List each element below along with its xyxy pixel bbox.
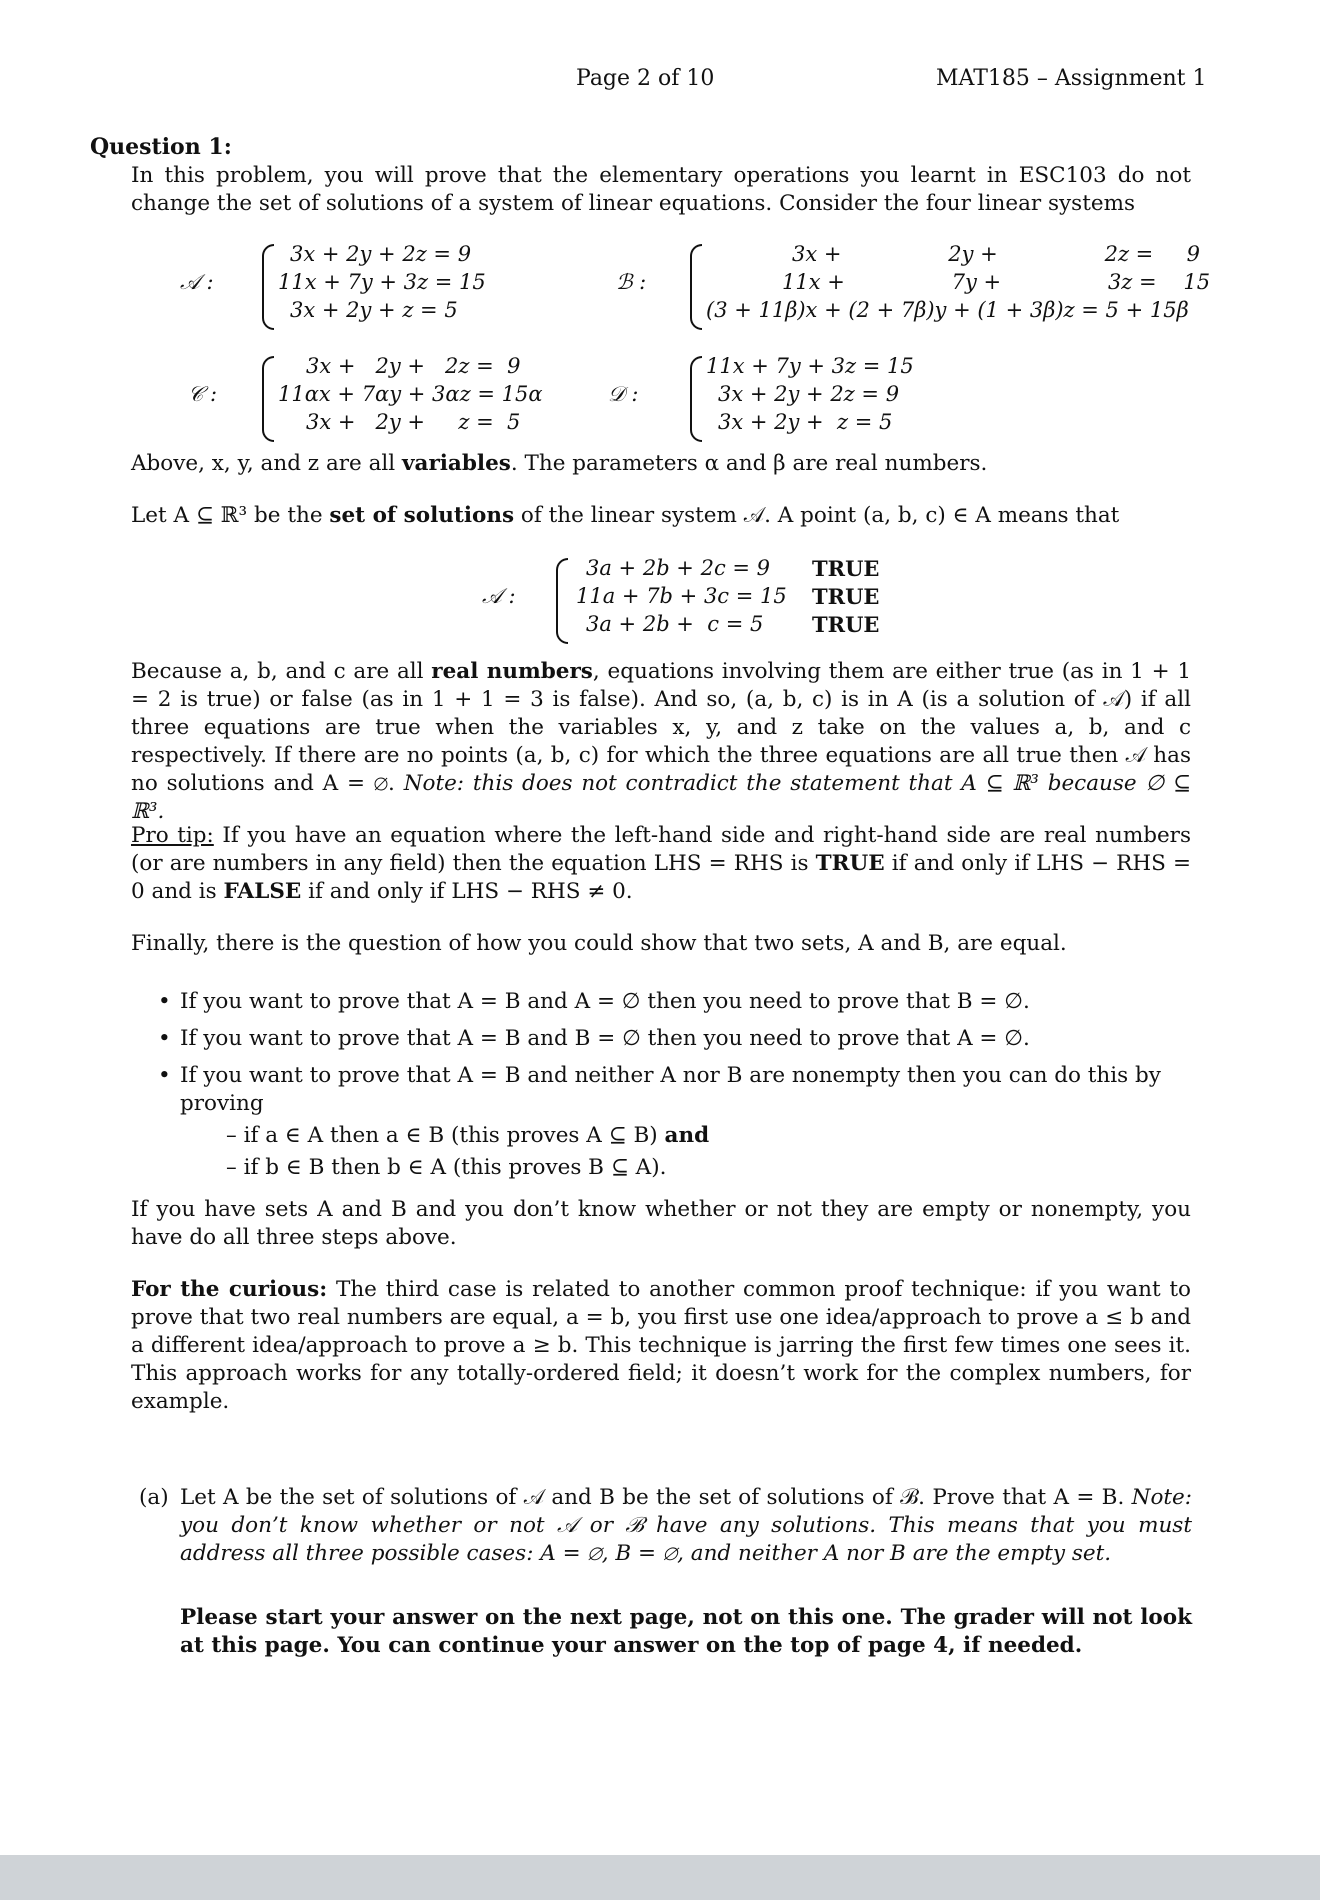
sub-list-item: – if a ∈ A then a ∈ B (this proves A ⊆ B) and [226, 1123, 710, 1148]
system-c-label: 𝒞 : [188, 382, 218, 406]
curious-paragraph: For the curious: The third case is related to another common proof technique: if you want to prove that two real numbers are equal, a = b, you first use one idea/approach to prove a ≤ b and a different idea/approach to prove a ≥ b. This technique is jarring the first few times one sees it. This approach works for any totally-ordered field; it doesn’t work for the complex numbers, for example. [131, 1277, 1192, 1414]
question-title: Question 1: [90, 134, 232, 160]
system-b-row: 3x + 2y + 2z = 9 [792, 242, 1201, 266]
system-d-row: 11x + 7y + 3z = 15 [706, 354, 914, 378]
real-numbers-paragraph: Because a, b, and c are all real numbers, equations involving them are either true (as in 1 + 1 = 2 is true) or false (as in 1 + 1 = 3 is false). And so, (a, b, c) is in A (is a solution of 𝒜) if all three equations are true when the variables x, y, and z take on the values a, b, and c respectively. If there are no points (a, b, c) for which the three equations are all true then 𝒜 has no solutions and A = ∅. Note: this does not contradict the statement that A ⊆ ℝ³ because ∅ ⊆ ℝ³. [131, 659, 1192, 824]
part-a-marker: (a) [139, 1485, 169, 1510]
page-number: Page 2 of 10 [576, 66, 715, 91]
sets-equal-paragraph: Finally, there is the question of how you could show that two sets, A and B, are equal. [131, 931, 1067, 956]
truth-system-label: 𝒜 : [482, 584, 516, 608]
sub-list-item: – if b ∈ B then b ∈ A (this proves B ⊆ A). [226, 1155, 667, 1180]
system-d-brace [690, 356, 702, 442]
question-intro: In this problem, you will prove that the elementary operations you learnt in ESC103 do not change the set of solutions of a system of linear equations. Consider the four linear systems [131, 163, 1191, 216]
list-item: • If you want to prove that A = B and neither A nor B are nonempty then you can do this by proving – if a ∈ A then a ∈ B (this proves A ⊆ B) and – if b ∈ B then b ∈ A (this proves B ⊆ A). [158, 1062, 1198, 1182]
system-a-row: 3x + 2y + z = 5 [290, 298, 458, 322]
list-item: • If you want to prove that A = B and B = ∅ then you need to prove that A = ∅. [158, 1026, 1030, 1051]
sub-list [204, 1122, 1198, 1182]
system-c-row: 3x + 2y + 2z = 9 [306, 354, 521, 378]
proof-cases-list [158, 988, 1198, 1191]
system-c-row: 11αx + 7αy + 3αz = 15α [278, 382, 543, 406]
system-a-label: 𝒜 : [180, 270, 214, 294]
system-d-row: 3x + 2y + z = 5 [718, 410, 893, 434]
system-c-row: 3x + 2y + z = 5 [306, 410, 521, 434]
system-d-row: 3x + 2y + 2z = 9 [718, 382, 900, 406]
system-b-row: 11x + 7y + 3z = 15 [782, 270, 1211, 294]
truth-row: 3a + 2b + c = 5 [586, 612, 764, 636]
system-c-brace [262, 356, 274, 442]
course-title: MAT185 – Assignment 1 [936, 66, 1207, 91]
system-b-row: (3 + 11β)x + (2 + 7β)y + (1 + 3β)z = 5 + 15β [706, 298, 1189, 322]
system-a-row: 11x + 7y + 3z = 15 [278, 270, 486, 294]
part-a-question: Let A be the set of solutions of 𝒜 and B be the set of solutions of ℬ. Prove that A = B. Note: you don’t know whether or not 𝒜 or ℬ have any solutions. This means that you must address all three possible cases: A = ∅, B = ∅, and neither A nor B are the empty set. [180, 1485, 1192, 1566]
system-b-brace [690, 244, 702, 330]
system-b-label: ℬ : [616, 270, 647, 294]
system-a-row: 3x + 2y + 2z = 9 [290, 242, 472, 266]
pro-tip-paragraph: Pro tip: If you have an equation where the left-hand side and right-hand side are real numbers (or are numbers in any field) then the equation LHS = RHS is TRUE if and only if LHS − RHS = 0 and is FALSE if and only if LHS − RHS ≠ 0. [131, 823, 1191, 904]
viewer-bottom-bar [0, 1855, 1320, 1900]
unknown-sets-paragraph: If you have sets A and B and you don’t know whether or not they are empty or nonempty, you have do all three steps above. [131, 1197, 1191, 1250]
truth-row: 3a + 2b + 2c = 9 [586, 556, 771, 580]
truth-row: 11a + 7b + 3c = 15 [576, 584, 787, 608]
variables-paragraph: Above, x, y, and z are all variables. The parameters α and β are real numbers. [131, 451, 988, 476]
system-d-label: 𝒟 : [608, 382, 639, 406]
list-item: • If you want to prove that A = B and A = ∅ then you need to prove that B = ∅. [158, 989, 1030, 1014]
solutions-paragraph: Let A ⊆ ℝ³ be the set of solutions of the linear system 𝒜. A point (a, b, c) ∈ A means that [131, 503, 1120, 528]
answer-instruction: Please start your answer on the next page, not on this one. The grader will not look at this page. You can continue your answer on the top of page 4, if needed. [180, 1605, 1192, 1658]
system-a-brace [262, 244, 274, 330]
truth-value: TRUE [812, 612, 880, 637]
truth-value: TRUE [812, 556, 880, 581]
truth-system-brace [556, 558, 568, 644]
truth-value: TRUE [812, 584, 880, 609]
